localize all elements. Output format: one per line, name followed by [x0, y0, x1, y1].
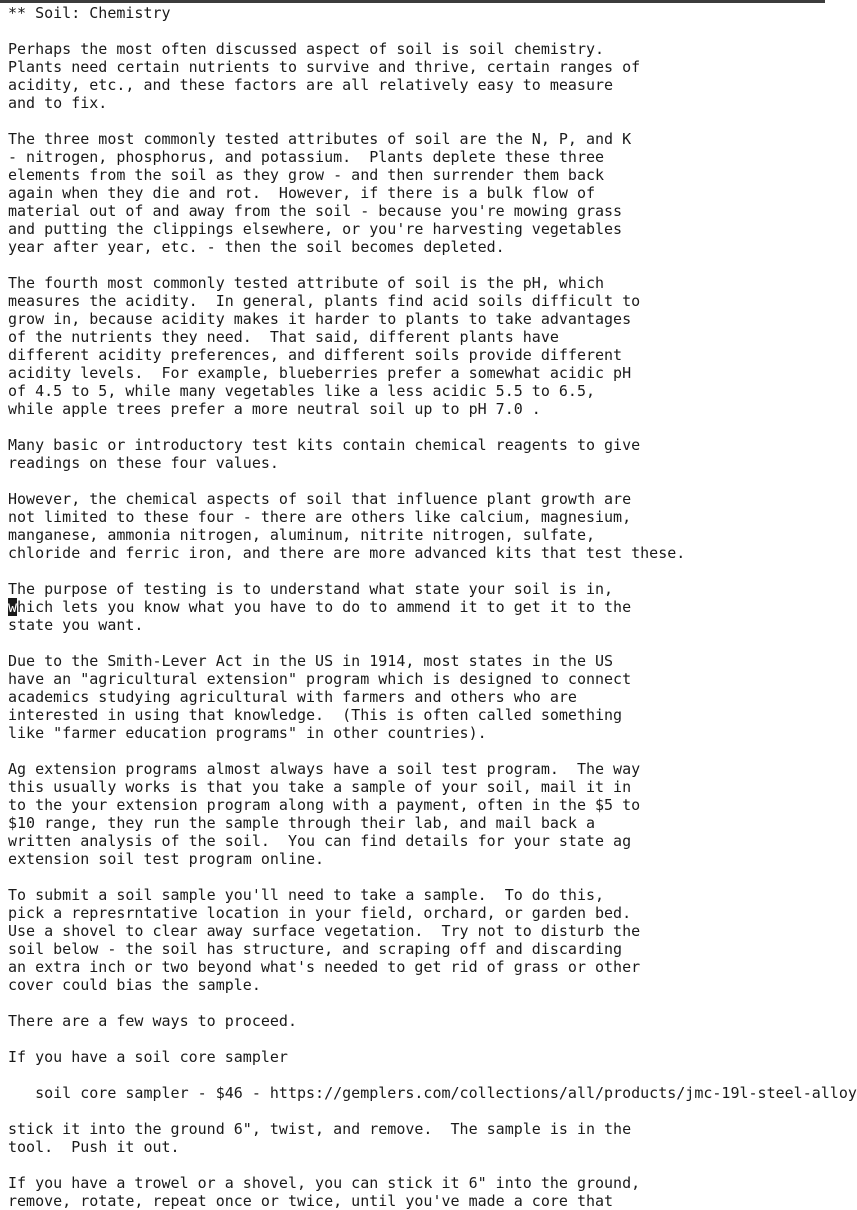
editor-line: different acidity preferences, and different soils provide different: [8, 346, 623, 364]
editor-line: [8, 1030, 825, 1048]
editor-line: this usually works is that you take a sample of your soil, mail it in: [8, 778, 632, 796]
editor-line: [8, 256, 825, 274]
editor-line: - nitrogen, phosphorus, and potassium. Plants deplete these three: [8, 148, 605, 166]
editor-line: Due to the Smith-Lever Act in the US in 1914, most states in the US: [8, 652, 614, 670]
editor-line: [8, 472, 825, 490]
editor-line: and to fix.: [8, 94, 108, 112]
editor-line: However, the chemical aspects of soil that influence plant growth are: [8, 490, 632, 508]
editor-line: Plants need certain nutrients to survive and thrive, certain ranges of: [8, 58, 641, 76]
editor-line: ** Soil: Chemistry: [8, 4, 171, 22]
editor-line: [8, 1156, 825, 1174]
editor-line: acidity levels. For example, blueberries prefer a somewhat acidic pH: [8, 364, 632, 382]
editor-line: Perhaps the most often discussed aspect of soil is soil chemistry.: [8, 40, 605, 58]
editor-line: [8, 994, 825, 1012]
editor-line: not limited to these four - there are others like calcium, magnesium,: [8, 508, 632, 526]
editor-line: Many basic or introductory test kits contain chemical reagents to give: [8, 436, 641, 454]
editor-line: The three most commonly tested attributes of soil are the N, P, and K: [8, 130, 632, 148]
window-top-border: [0, 0, 825, 3]
editor-line: [8, 1102, 825, 1120]
editor-line-text: hich lets you know what you have to do to ammend it to get it to the: [17, 598, 632, 616]
editor-line: stick it into the ground 6", twist, and remove. The sample is in the: [8, 1120, 632, 1138]
editor-line: soil below - the soil has structure, and scraping off and discarding: [8, 940, 623, 958]
editor-line: academics studying agricultural with farmers and others who are: [8, 688, 577, 706]
text-cursor: w: [8, 598, 18, 616]
editor-line: The fourth most commonly tested attribute of soil is the pH, which: [8, 274, 605, 292]
editor-line: year after year, etc. - then the soil becomes depleted.: [8, 238, 505, 256]
editor-line: To submit a soil sample you'll need to take a sample. To do this,: [8, 886, 605, 904]
editor-line: Ag extension programs almost always have a soil test program. The way: [8, 760, 641, 778]
editor-line: [8, 562, 825, 580]
editor-line: [8, 598, 825, 616]
editor-line: If you have a trowel or a shovel, you can stick it 6" into the ground,: [8, 1174, 641, 1192]
editor-line: written analysis of the soil. You can find details for your state ag: [8, 832, 632, 850]
editor-line: while apple trees prefer a more neutral soil up to pH 7.0 .: [8, 400, 541, 418]
editor-line: remove, rotate, repeat once or twice, until you've made a core that: [8, 1192, 614, 1210]
editor-line: readings on these four values.: [8, 454, 279, 472]
editor-line: of 4.5 to 5, while many vegetables like a less acidic 5.5 to 6.5,: [8, 382, 595, 400]
editor-line: cover could bias the sample.: [8, 976, 261, 994]
editor-line: [8, 112, 825, 130]
editor-line: measures the acidity. In general, plants find acid soils difficult to: [8, 292, 641, 310]
text-editor-buffer[interactable]: [8, 4, 857, 1210]
editor-line: of the nutrients they need. That said, different plants have: [8, 328, 559, 346]
editor-line: extension soil test program online.: [8, 850, 325, 868]
editor-line: The purpose of testing is to understand what state your soil is in,: [8, 580, 614, 598]
editor-line: [8, 742, 825, 760]
editor-line: state you want.: [8, 616, 144, 634]
editor-line: grow in, because acidity makes it harder to plants to take advantages: [8, 310, 632, 328]
editor-line: $10 range, they run the sample through their lab, and mail back a: [8, 814, 595, 832]
editor-line: have an "agricultural extension" program which is designed to connect: [8, 670, 632, 688]
editor-line: acidity, etc., and these factors are all relatively easy to measure: [8, 76, 614, 94]
editor-line: [8, 22, 825, 40]
editor-line: like "farmer education programs" in other countries).: [8, 724, 487, 742]
editor-line: If you have a soil core sampler: [8, 1048, 288, 1066]
editor-line: and putting the clippings elsewhere, or you're harvesting vegetables: [8, 220, 623, 238]
editor-line: [8, 868, 825, 886]
editor-line: an extra inch or two beyond what's needed to get rid of grass or other: [8, 958, 641, 976]
editor-line: manganese, ammonia nitrogen, aluminum, nitrite nitrogen, sulfate,: [8, 526, 595, 544]
editor-line: elements from the soil as they grow - and then surrender them back: [8, 166, 605, 184]
editor-line: material out of and away from the soil - because you're mowing grass: [8, 202, 623, 220]
editor-line: There are a few ways to proceed.: [8, 1012, 297, 1030]
editor-line: tool. Push it out.: [8, 1138, 180, 1156]
editor-line: pick a represrntative location in your field, orchard, or garden bed.: [8, 904, 632, 922]
editor-line: Use a shovel to clear away surface vegetation. Try not to disturb the: [8, 922, 641, 940]
editor-line: again when they die and rot. However, if there is a bulk flow of: [8, 184, 595, 202]
editor-line: to the your extension program along with a payment, often in the $5 to: [8, 796, 641, 814]
editor-line: [8, 634, 825, 652]
editor-line: soil core sampler - $46 - https://gemplers.com/collections/all/products/jmc-19l-steel-alloy: [8, 1084, 857, 1102]
editor-line: [8, 418, 825, 436]
editor-line: interested in using that knowledge. (This is often called something: [8, 706, 623, 724]
editor-line: chloride and ferric iron, and there are more advanced kits that test these.: [8, 544, 686, 562]
editor-line: [8, 1066, 825, 1084]
